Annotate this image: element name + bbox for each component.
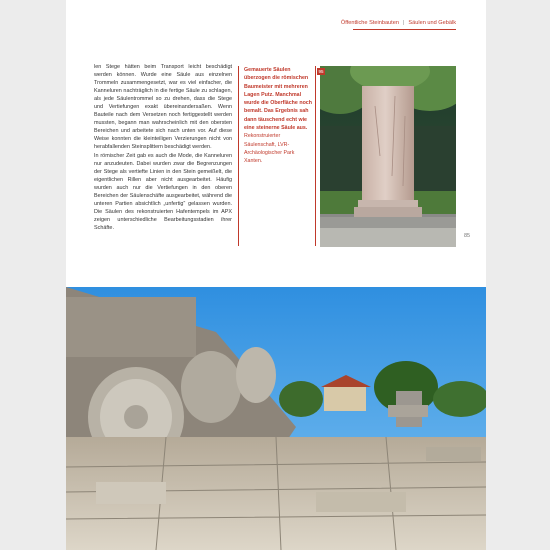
body-paragraph-2: In römischer Zeit gab es auch die Mode, die Kanneluren nur anzudeuten. Dabei wurden zwar die Begrenzungen der Stege als vertiefte Linien in den Stein gemeißelt, die eigentlichen Rillen aber nicht ausgearbeitet. Häufig wurden auch nur die Vertiefungen in den oberen Bereichen der Säulenschäfte ausgearbeitet, während die unteren Partien absichtlich „unfertig“ gelassen wurden. Die Säulen des rekonstruierten Hafentempels im APX zeigen unterschiedliche Bearbeitungsstadien ihrer Schäfte.	[94, 152, 232, 231]
body-text	[94, 63, 232, 232]
figure-number-badge: 95	[318, 69, 324, 74]
figure-caption	[244, 66, 313, 166]
column-divider-right	[315, 66, 316, 246]
header-separator: |	[402, 20, 405, 26]
header-rule	[353, 29, 456, 30]
ruins-photo	[66, 287, 486, 550]
temple-ruins-illustration	[66, 287, 486, 550]
header-section: Öffentliche Steinbauten	[340, 20, 399, 26]
caption-bold: Gemauerte Säulen überzogen die römischen Baumeister mit mehreren Lagen Putz. Manchmal wurde die Oberfläche noch bemalt. Das Ergebnis sah dann täuschend echt wie eine steinerne Säule aus.	[244, 67, 312, 132]
page-number: 85	[464, 233, 471, 239]
header-chapter: Säulen und Gebälk	[408, 20, 456, 26]
column-divider-left	[238, 66, 239, 246]
body-paragraph-1: len Stege hätten beim Transport leicht beschädigt werden können. Wurde eine Säule aus einzelnen Trommeln zusammengesetzt, war es viel einfacher, die Kanneluren nachträglich in die fertige Säule zu schlagen, als jede Säulentrommel so zu drehen, dass die Stege und Vertiefungen exakt übereinandersaßen. Wenn Bauteile nach dem Versetzen noch fertiggestellt werden mussten, begann man wahrscheinlich mit den obersten Bereichen und arbeitete sich nach unten vor. Auf diese Weise konnten die kleinteiligen Verzierungen nicht von herabfallenden Steinsplittern beschädigt werden.	[94, 64, 232, 151]
reconstructed-column-illustration	[320, 66, 456, 247]
column-photo	[320, 66, 456, 247]
page	[66, 0, 486, 550]
running-header	[341, 20, 456, 26]
caption-regular: Rekonstruierter Säulenschaft, LVR-Archäologischer Park Xanten.	[244, 133, 295, 165]
